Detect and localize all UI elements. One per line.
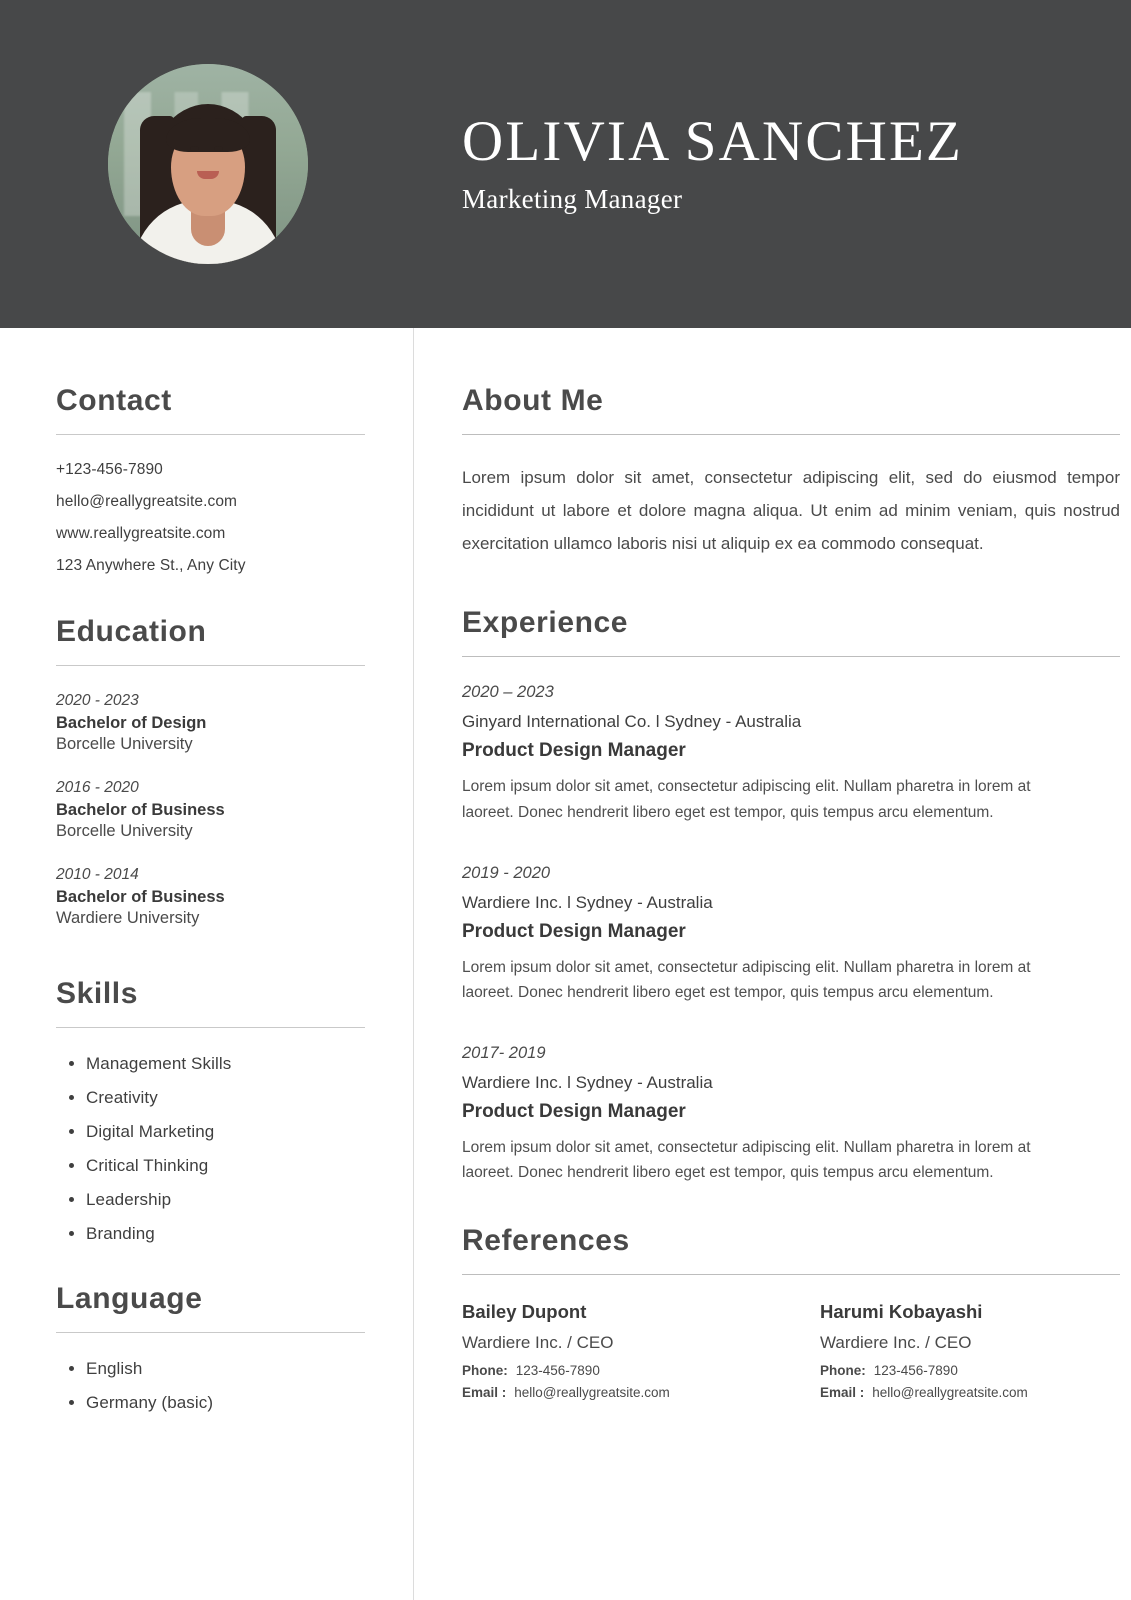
list-item: • Digital Marketing	[86, 1122, 365, 1142]
reference-name: Harumi Kobayashi	[820, 1300, 983, 1322]
experience-title: Product Design Manager	[462, 920, 686, 942]
reference-role: Wardiere Inc. / CEO	[462, 1332, 614, 1352]
phone-label: Phone:	[820, 1362, 866, 1378]
education-degree: Bachelor of Business	[56, 801, 225, 819]
education-years: 2020 - 2023	[56, 692, 139, 709]
experience-description: Lorem ipsum dolor sit amet, consectetur adipiscing elit. Nullam pharetra in lorem at laoreet. Donec hendrerit libero eget est tempor, quis tempus arcu elementum.	[462, 778, 1031, 821]
experience-item	[462, 1044, 1120, 1186]
experience-company: Ginyard International Co. l Sydney - Australia	[462, 712, 802, 732]
reference-phone-row	[820, 1363, 1120, 1378]
section-title-language: Language	[56, 1282, 203, 1315]
reference-phone-row	[462, 1363, 762, 1378]
list-item: • Management Skills	[86, 1054, 365, 1074]
job-role: Marketing Manager	[462, 184, 683, 214]
divider	[462, 656, 1120, 657]
divider	[462, 434, 1120, 435]
skills-list	[56, 1054, 365, 1244]
list-item: • Branding	[86, 1224, 365, 1244]
experience-item	[462, 683, 1120, 825]
experience-years: 2020 – 2023	[462, 683, 554, 702]
email-label: Email :	[820, 1384, 865, 1400]
education-school: Wardiere University	[56, 909, 200, 927]
education-degree: Bachelor of Business	[56, 888, 225, 906]
about-text: Lorem ipsum dolor sit amet, consectetur adipiscing elit, sed do eiusmod tempor incididunt ut labore et dolore magna aliqua. Ut enim ad minim veniam, quis nostrud exercitation ullamco laboris nisi ut aliquip ex ea commodo consequat.	[462, 468, 1120, 554]
avatar	[108, 64, 308, 264]
experience-years: 2019 - 2020	[462, 863, 551, 882]
resume-header	[0, 0, 1131, 328]
education-years: 2016 - 2020	[56, 779, 139, 796]
email-label: Email :	[462, 1384, 507, 1400]
page-title: OLIVIA SANCHEZ	[462, 110, 964, 173]
contact-phone: +123-456-7890	[56, 461, 163, 478]
experience-company: Wardiere Inc. l Sydney - Australia	[462, 1072, 713, 1092]
divider	[462, 1274, 1120, 1275]
education-item	[56, 692, 365, 754]
experience-years: 2017- 2019	[462, 1043, 546, 1062]
contact-list	[56, 461, 365, 575]
phone-label: Phone:	[462, 1362, 508, 1378]
language-list	[56, 1359, 365, 1413]
experience-item	[462, 864, 1120, 1006]
sidebar	[0, 328, 414, 1600]
divider	[56, 434, 365, 435]
experience-title: Product Design Manager	[462, 1100, 686, 1122]
reference-item	[462, 1301, 762, 1407]
education-item	[56, 866, 365, 928]
contact-website: www.reallygreatsite.com	[56, 525, 226, 542]
list-item: • Creativity	[86, 1088, 365, 1108]
education-item	[56, 779, 365, 841]
education-school: Borcelle University	[56, 735, 193, 753]
experience-company: Wardiere Inc. l Sydney - Australia	[462, 892, 713, 912]
list-item: • English	[86, 1359, 365, 1379]
list-item: • Critical Thinking	[86, 1156, 365, 1176]
education-school: Borcelle University	[56, 822, 193, 840]
list-item: • Germany (basic)	[86, 1393, 365, 1413]
experience-description: Lorem ipsum dolor sit amet, consectetur adipiscing elit. Nullam pharetra in lorem at laoreet. Donec hendrerit libero eget est tempor, quis tempus arcu elementum.	[462, 1138, 1031, 1182]
header-text	[462, 110, 964, 215]
reference-email: hello@reallygreatsite.com	[872, 1384, 1028, 1400]
section-title-experience: Experience	[462, 606, 629, 640]
reference-phone: 123-456-7890	[515, 1362, 600, 1378]
reference-name: Bailey Dupont	[462, 1300, 587, 1322]
section-title-education: Education	[56, 615, 207, 648]
section-title-skills: Skills	[56, 977, 138, 1010]
reference-role: Wardiere Inc. / CEO	[820, 1332, 972, 1352]
references-list	[462, 1301, 1120, 1407]
divider	[56, 665, 365, 666]
education-years: 2010 - 2014	[56, 866, 139, 883]
education-degree: Bachelor of Design	[56, 714, 207, 732]
divider	[56, 1027, 365, 1028]
reference-item	[820, 1301, 1120, 1407]
main-content	[414, 328, 1131, 1600]
contact-email: hello@reallygreatsite.com	[56, 493, 238, 510]
divider	[56, 1332, 365, 1333]
contact-address: 123 Anywhere St., Any City	[56, 557, 246, 574]
section-title-about: About Me	[462, 384, 604, 417]
experience-description: Lorem ipsum dolor sit amet, consectetur adipiscing elit. Nullam pharetra in lorem at laoreet. Donec hendrerit libero eget est tempor, quis tempus arcu elementum.	[462, 958, 1031, 1002]
section-title-references: References	[462, 1223, 630, 1257]
experience-title: Product Design Manager	[462, 740, 686, 762]
resume-body	[0, 328, 1131, 1600]
reference-phone: 123-456-7890	[873, 1362, 958, 1378]
section-title-contact: Contact	[56, 384, 172, 417]
list-item: • Leadership	[86, 1190, 365, 1210]
reference-email: hello@reallygreatsite.com	[514, 1384, 670, 1400]
reference-email-row	[462, 1385, 762, 1400]
reference-email-row	[820, 1385, 1120, 1400]
